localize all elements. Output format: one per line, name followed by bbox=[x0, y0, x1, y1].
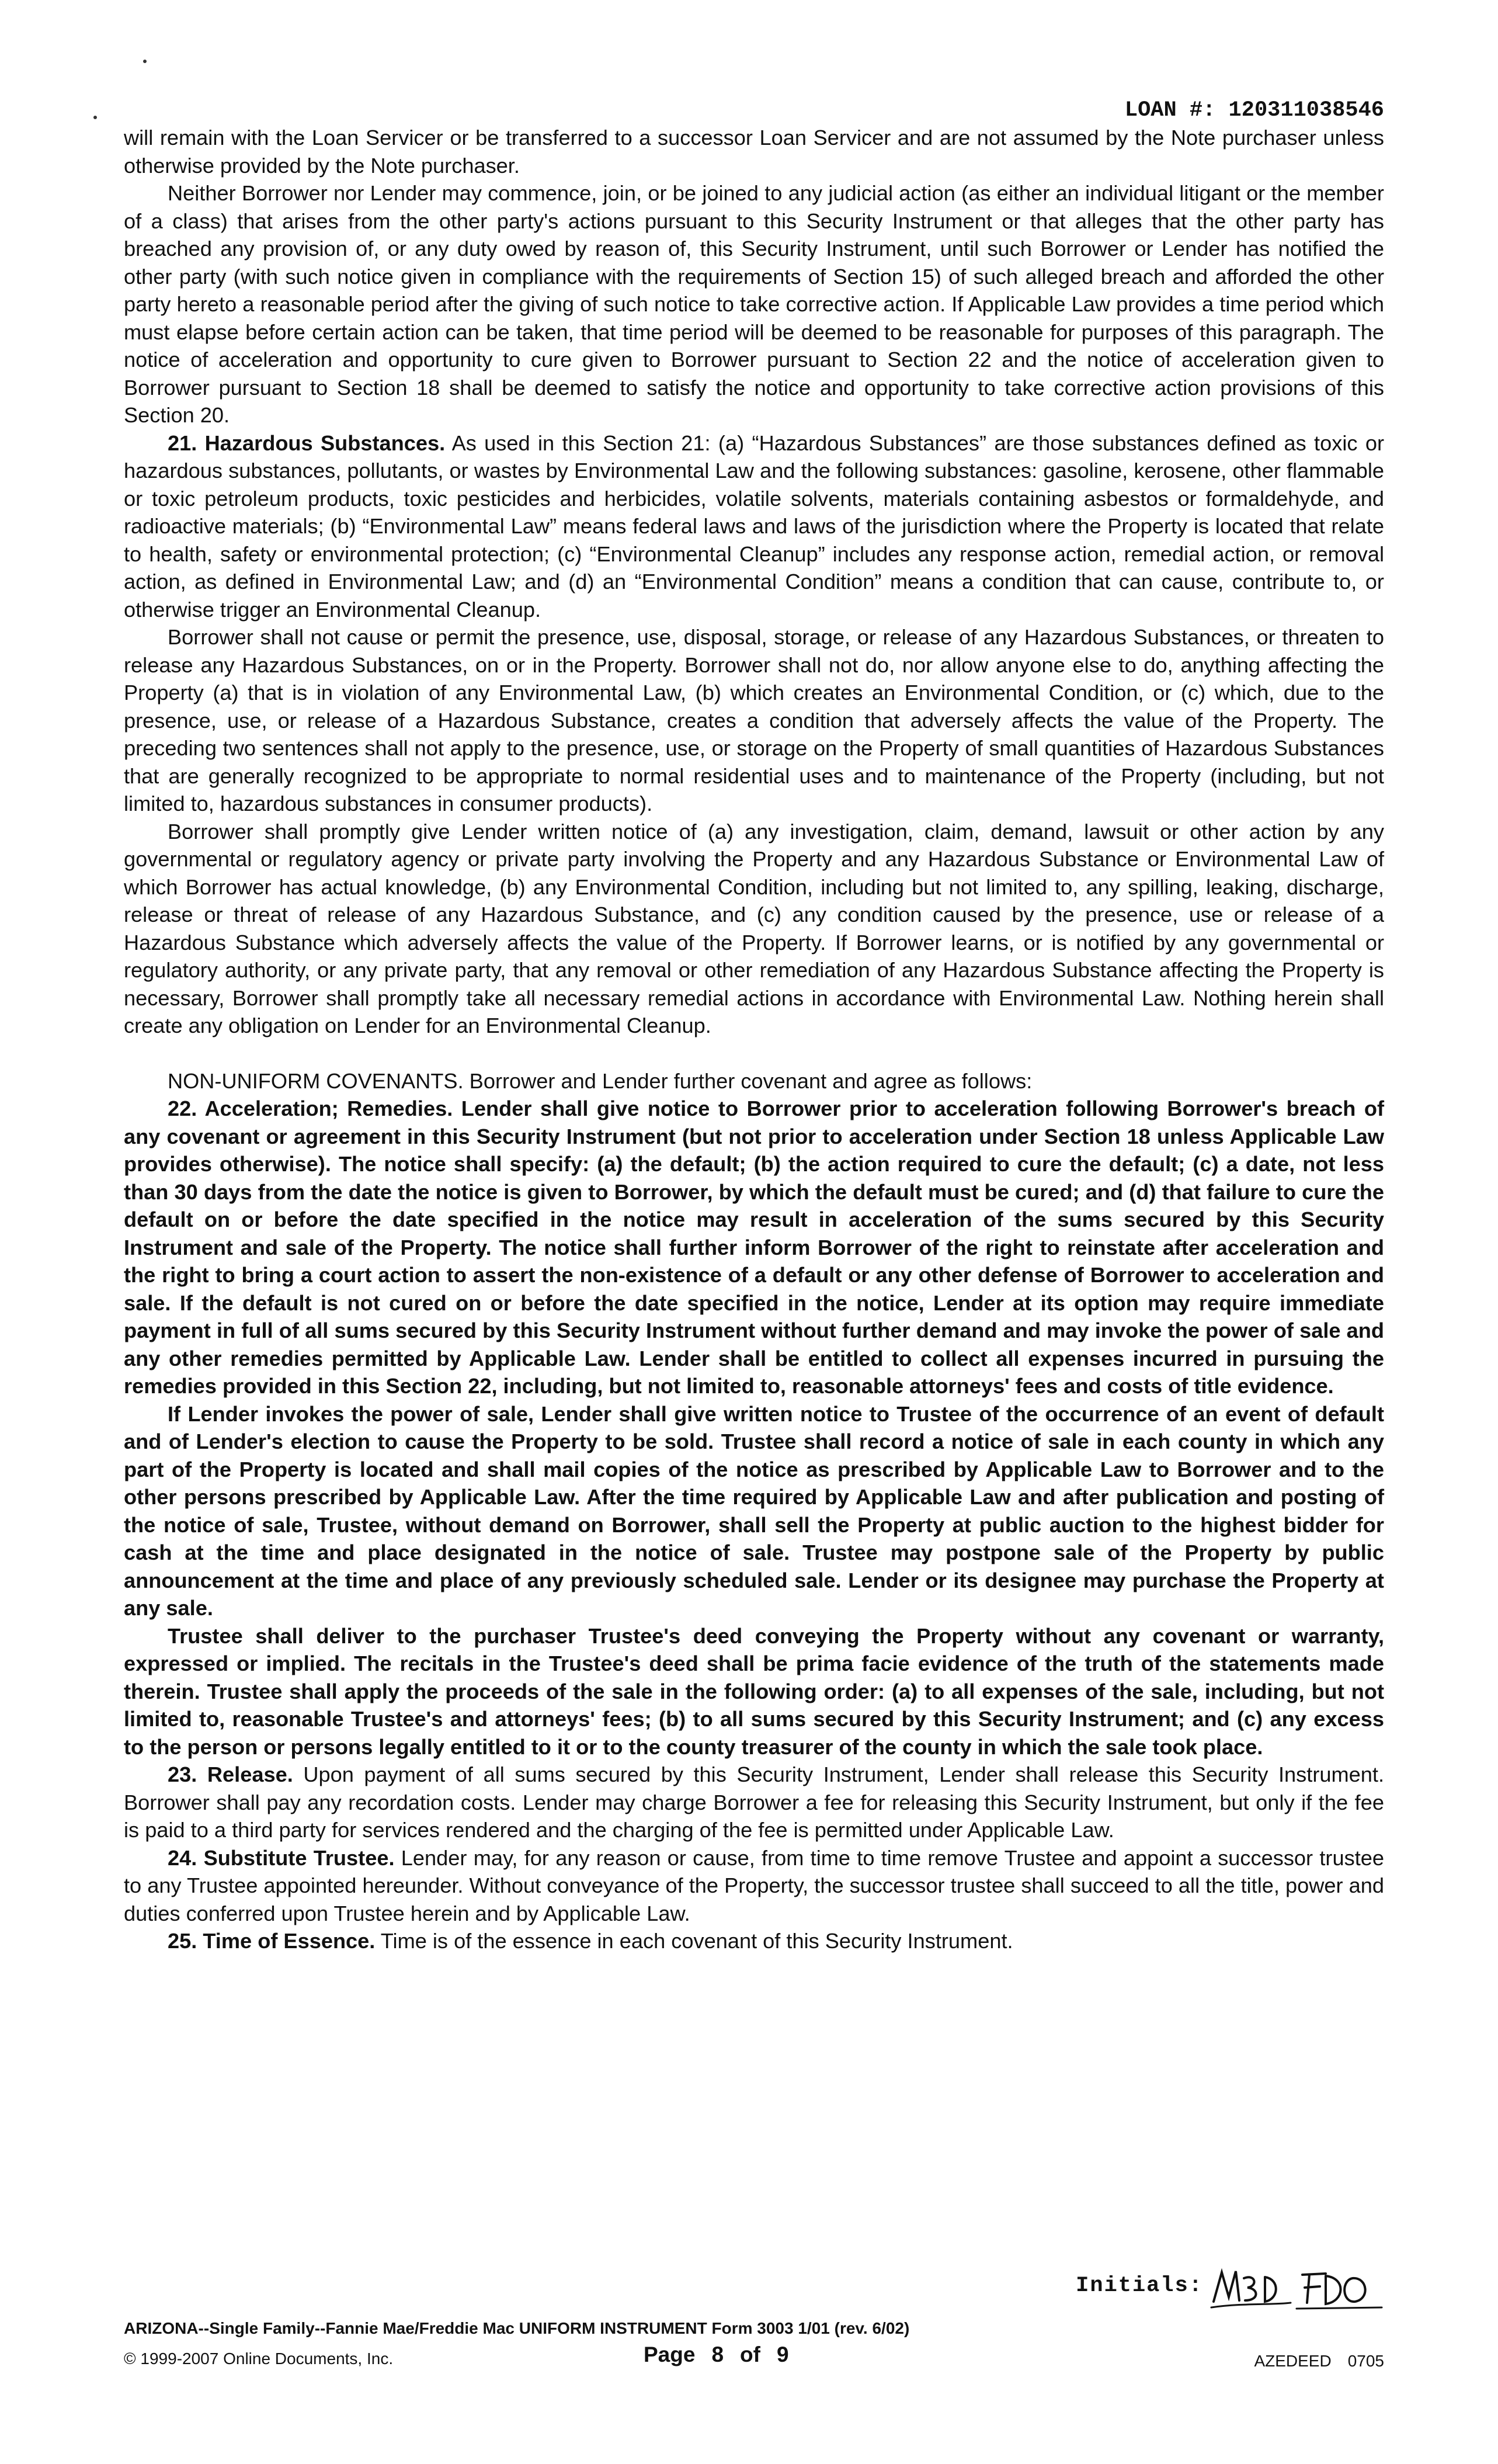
section-25-title: 25. Time of Essence. bbox=[168, 1929, 376, 1953]
doc-code: AZEDEED bbox=[1254, 2352, 1332, 2370]
handwritten-initials bbox=[1209, 2261, 1384, 2313]
of-word: of bbox=[740, 2342, 760, 2366]
footer-copyright: © 1999-2007 Online Documents, Inc. bbox=[124, 2350, 394, 2368]
loan-number: 120311038546 bbox=[1228, 98, 1384, 123]
document-code bbox=[1254, 2352, 1384, 2371]
paragraph-section-21: 21. Hazardous Substances. As used in this Section 21: (a) “Hazardous Substances” are those substances defined as toxic or hazardous substances, pollutants, or wastes by Environmental Law and the following substances: gasoline, kerosene, other flammable or toxic petroleum products, toxic pesticides and herbicides, volatile solvents, materials containing asbestos or formaldehyde, and radioactive materials; (b) “Environmental Law” means federal laws and laws of the jurisdiction where the Property is located that relate to health, safety or environmental protection; (c) “Environmental Cleanup” includes any response action, remedial action, or removal action, as defined in Environmental Law; and (d) an “Environmental Condition” means a condition that can cause, contribute to, or otherwise trigger an Environmental Cleanup. bbox=[124, 431, 1385, 622]
paragraph-non-uniform-covenants: NON-UNIFORM COVENANTS. Borrower and Lender further covenant and agree as follows: bbox=[168, 1068, 1033, 1093]
page-total: 9 bbox=[776, 2342, 789, 2366]
paragraph-power-of-sale: If Lender invokes the power of sale, Lender shall give written notice to Trustee of the occurrence of an event of default and of Lender's election to cause the Property to be sold. Trustee shall record a notice of sale in each county in which any part of the Property is located and shall mail copies of the notice as prescribed by Applicable Law to Borrower and to the other persons prescribed by Applicable Law. After the time required by Applicable Law and after publication and posting of the notice of sale, Trustee, without demand on Borrower, shall sell the Property at public auction to the highest bidder for cash at the time and place designated in the notice of sale. Trustee may postpone sale of the Property by public announcement at the time and place of any previously scheduled sale. Lender or its designee may purchase the Property at any sale. bbox=[124, 1401, 1384, 1620]
loan-number-line bbox=[1125, 98, 1384, 123]
paragraph-notice-of-grievance: Neither Borrower nor Lender may commence, join, or be joined to any judicial action (as either an individual litigant or the member of a class) that arises from the other party's actions pursuant to this Security Instrument or that alleges that the other party has breached any provision of, or any duty owed by reason of, this Security Instrument, until such Borrower or Lender has notified the other party (with such notice given in compliance with the requirements of Section 15) of such alleged breach and afforded the other party hereto a reasonable period after the giving of such notice to take corrective action. If Applicable Law provides a time period which must elapse before certain action can be taken, that time period will be deemed to be reasonable for purposes of this paragraph. The notice of acceleration and opportunity to cure given to Borrower pursuant to Section 22 and the notice of acceleration given to Borrower pursuant to Section 18 shall be deemed to satisfy the notice and opportunity to take corrective action provisions of this Section 20. bbox=[124, 181, 1384, 427]
scan-speck bbox=[143, 60, 147, 63]
page-word: Page bbox=[644, 2342, 696, 2366]
page-indicator bbox=[644, 2342, 805, 2367]
scan-speck bbox=[93, 116, 97, 119]
section-23-title: 23. Release. bbox=[168, 1762, 293, 1786]
paragraph-section-25: 25. Time of Essence. Time is of the essence in each covenant of this Security Instrument. bbox=[168, 1929, 1013, 1953]
paragraph-section-24: 24. Substitute Trustee. Lender may, for any reason or cause, from time to time remove Trustee and appoint a successor trustee to any Trustee appointed hereunder. Without conveyance of the Property, the successor trustee shall succeed to all the title, power and duties conferred upon Trustee herein and by Applicable Law. bbox=[124, 1845, 1384, 1925]
paragraph-servicer-continued: will remain with the Loan Servicer or be transferred to a successor Loan Servicer and are not assumed by the Note purchaser unless otherwise provided by the Note purchaser. bbox=[124, 126, 1384, 178]
initials-row bbox=[124, 2261, 1384, 2319]
document-body bbox=[124, 124, 1384, 1955]
paragraph-section-23: 23. Release. Upon payment of all sums secured by this Security Instrument, Lender shall release this Security Instrument. Borrower shall pay any recordation costs. Lender may charge Borrower a fee for releasing this Security Instrument, but only if the fee is paid to a third party for services rendered and the charging of the fee is permitted under Applicable Law. bbox=[124, 1762, 1384, 1842]
section-24-title: 24. Substitute Trustee. bbox=[168, 1845, 395, 1870]
section-21-title: 21. Hazardous Substances. bbox=[168, 431, 446, 455]
paragraph-trustee-deed: Trustee shall deliver to the purchaser Trustee's deed conveying the Property without any covenant or warranty, expressed or implied. The recitals in the Trustee's deed shall be prima facie evidence of the truth of the statements made therein. Trustee shall apply the proceeds of the sale in the following order: (a) to all expenses of the sale, including, but not limited to, reasonable Trustee's and attorneys' fees; (b) to all sums secured by this Security Instrument; and (c) any excess to the person or persons legally entitled to it or to the county treasurer of the county in which the sale took place. bbox=[124, 1623, 1384, 1759]
initials-label: Initials: bbox=[1076, 2274, 1203, 2298]
page-number: 8 bbox=[711, 2342, 724, 2366]
loan-label: LOAN #: bbox=[1124, 98, 1216, 123]
paragraph-hazardous-notice: Borrower shall promptly give Lender written notice of (a) any investigation, claim, demand, lawsuit or other action by any governmental or regulatory agency or private party involving the Property and any Hazardous Substance or Environmental Law of which Borrower has actual knowledge, (b) any Environmental Condition, including but not limited to, any spilling, leaking, discharge, release or threat of release of any Hazardous Substance, and (c) any condition caused by the presence, use or release of a Hazardous Substance which adversely affects the value of the Property. If Borrower learns, or is notified by any governmental or regulatory authority, or any private party, that any removal or other remediation of any Hazardous Substance affecting the Property is necessary, Borrower shall promptly take all necessary remedial actions in accordance with Environmental Law. Nothing herein shall create any obligation on Lender for an Environmental Cleanup. bbox=[124, 819, 1384, 1037]
paragraph-hazardous-presence: Borrower shall not cause or permit the presence, use, disposal, storage, or release of any Hazardous Substances, or threaten to release any Hazardous Substances, on or in the Property. Borrower shall not do, nor allow anyone else to do, anything affecting the Property (a) that is in violation of any Environmental Law, (b) which creates an Environmental Condition, or (c) which, due to the presence, use, or release of a Hazardous Substance, creates a condition that adversely affects the value of the Property. The preceding two sentences shall not apply to the presence, use, or storage on the Property of small quantities of Hazardous Substances that are generally recognized to be appropriate to normal residential uses and to maintenance of the Property (including, but not limited to, hazardous substances in consumer products). bbox=[124, 625, 1384, 815]
footer-form-line: ARIZONA--Single Family--Fannie Mae/Freddie Mac UNIFORM INSTRUMENT Form 3003 1/01 (rev. 6/02) bbox=[124, 2319, 910, 2337]
doc-version: 0705 bbox=[1347, 2352, 1384, 2370]
paragraph-section-22: 22. Acceleration; Remedies. Lender shall give notice to Borrower prior to acceleration following Borrower's breach of any covenant or agreement in this Security Instrument (but not prior to acceleration under Section 18 unless Applicable Law provides otherwise). The notice shall specify: (a) the default; (b) the action required to cure the default; (c) a date, not less than 30 days from the date the notice is given to Borrower, by which the default must be cured; and (d) that failure to cure the default on or before the date specified in the notice may result in acceleration of the sums secured by this Security Instrument and sale of the Property. The notice shall further inform Borrower of the right to reinstate after acceleration and the right to bring a court action to assert the non-existence of a default or any other defense of Borrower to acceleration and sale. If the default is not cured on or before the date specified in the notice, Lender at its option may require immediate payment in full of all sums secured by this Security Instrument without further demand and may invoke the power of sale and any other remedies permitted by Applicable Law. Lender shall be entitled to collect all expenses incurred in pursuing the remedies provided in this Section 22, including, but not limited to, reasonable attorneys' fees and costs of title evidence. bbox=[124, 1096, 1384, 1398]
